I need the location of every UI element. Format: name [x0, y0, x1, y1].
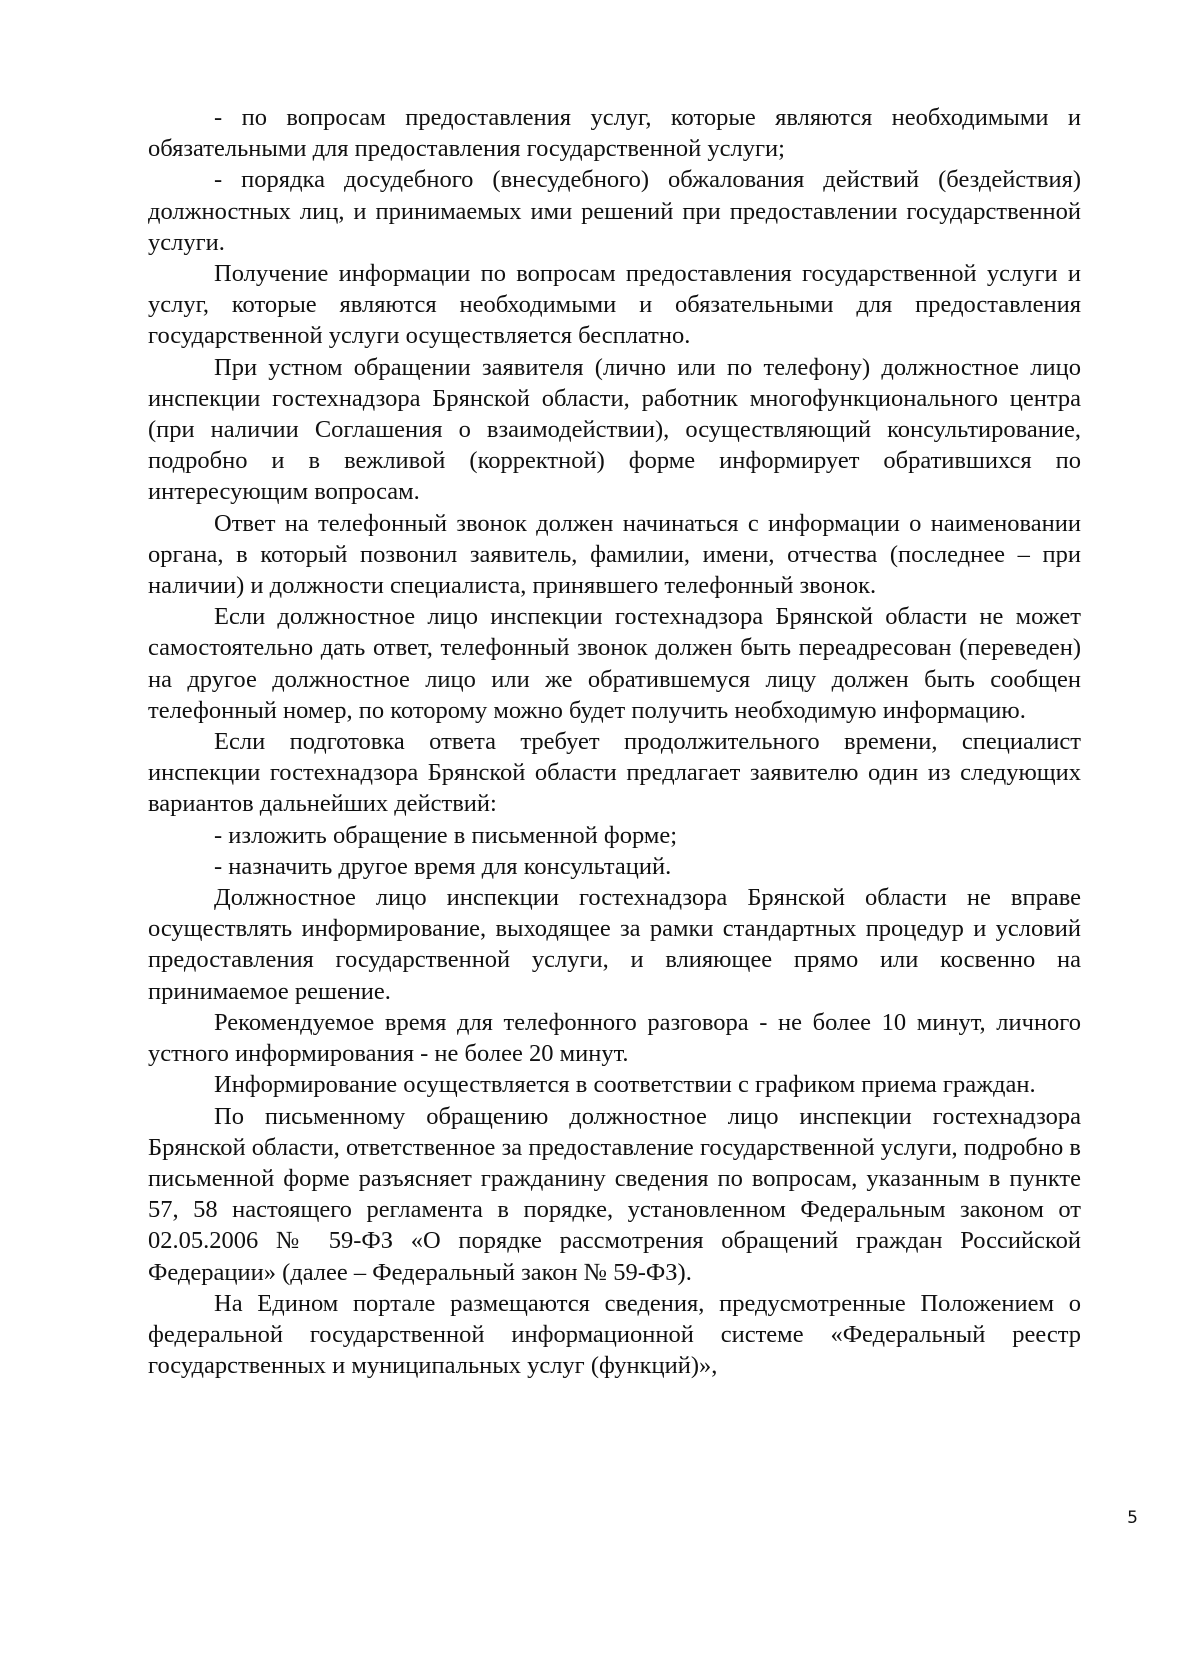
- paragraph: Информирование осуществляется в соответствии с графиком приема граждан.: [214, 1071, 1036, 1099]
- paragraph: - по вопросам предоставления услуг, которые являются необходимыми и обязательными для предоставления государственной услуги;: [148, 104, 1081, 163]
- paragraph: Получение информации по вопросам предоставления государственной услуги и услуг, которые являются необходимыми и обязательными для предоставления государственной услуги осуществляется бесплатно.: [148, 260, 1081, 350]
- paragraph: - изложить обращение в письменной форме;: [214, 821, 678, 849]
- paragraph: Если подготовка ответа требует продолжительного времени, специалист инспекции гостехнадзора Брянской области предлагает заявителю один из следующих вариантов дальнейших действий:: [148, 728, 1081, 818]
- paragraph: При устном обращении заявителя (лично или по телефону) должностное лицо инспекции гостехнадзора Брянской области, работник многофункционального центра (при наличии Соглашения о взаимодействии), осуществляющий консультирование, подробно и в вежливой (корректной) форме информирует обратившихся по интересующим вопросам.: [148, 353, 1081, 506]
- paragraph: Ответ на телефонный звонок должен начинаться с информации о наименовании органа, в который позвонил заявитель, фамилии, имени, отчества (последнее – при наличии) и должности специалиста, принявшего телефонный звонок.: [148, 509, 1081, 600]
- document-body: [148, 102, 1081, 1381]
- paragraph: Если должностное лицо инспекции гостехнадзора Брянской области не может самостоятельно дать ответ, телефонный звонок должен быть переадресован (переведен) на другое должностное лицо или же обратившемуся лицу должен быть сообщен телефонный номер, по которому можно будет получить необходимую информацию.: [148, 603, 1081, 724]
- paragraph: Рекомендуемое время для телефонного разговора - не более 10 минут, личного устного информирования - не более 20 минут.: [148, 1008, 1081, 1068]
- paragraph: На Едином портале размещаются сведения, предусмотренные Положением о федеральной государственной информационной системе «Федеральный реестр государственных и муниципальных услуг (функций)»,: [148, 1289, 1081, 1380]
- paragraph: - порядка досудебного (внесудебного) обжалования действий (бездействия) должностных лиц, и принимаемых ими решений при предоставлении государственной услуги.: [148, 166, 1081, 256]
- paragraph: Должностное лицо инспекции гостехнадзора Брянской области не вправе осуществлять информирование, выходящее за рамки стандартных процедур и условий предоставления государственной услуги, и влияющее прямо или косвенно на принимаемое решение.: [148, 884, 1081, 1005]
- page-number: 5: [1127, 1508, 1138, 1528]
- paragraph: - назначить другое время для консультаций.: [214, 852, 672, 880]
- paragraph: По письменному обращению должностное лицо инспекции гостехнадзора Брянской области, ответственное за предоставление государственной услуги, подробно в письменной форме разъясняет гражданину сведения по вопросам, указанным в пункте 57, 58 настоящего регламента в порядке, установленном Федеральным законом от 02.05.2006 № 59-ФЗ «О порядке рассмотрения обращений граждан Российской Федерации» (далее – Федеральный закон № 59-ФЗ).: [148, 1102, 1081, 1286]
